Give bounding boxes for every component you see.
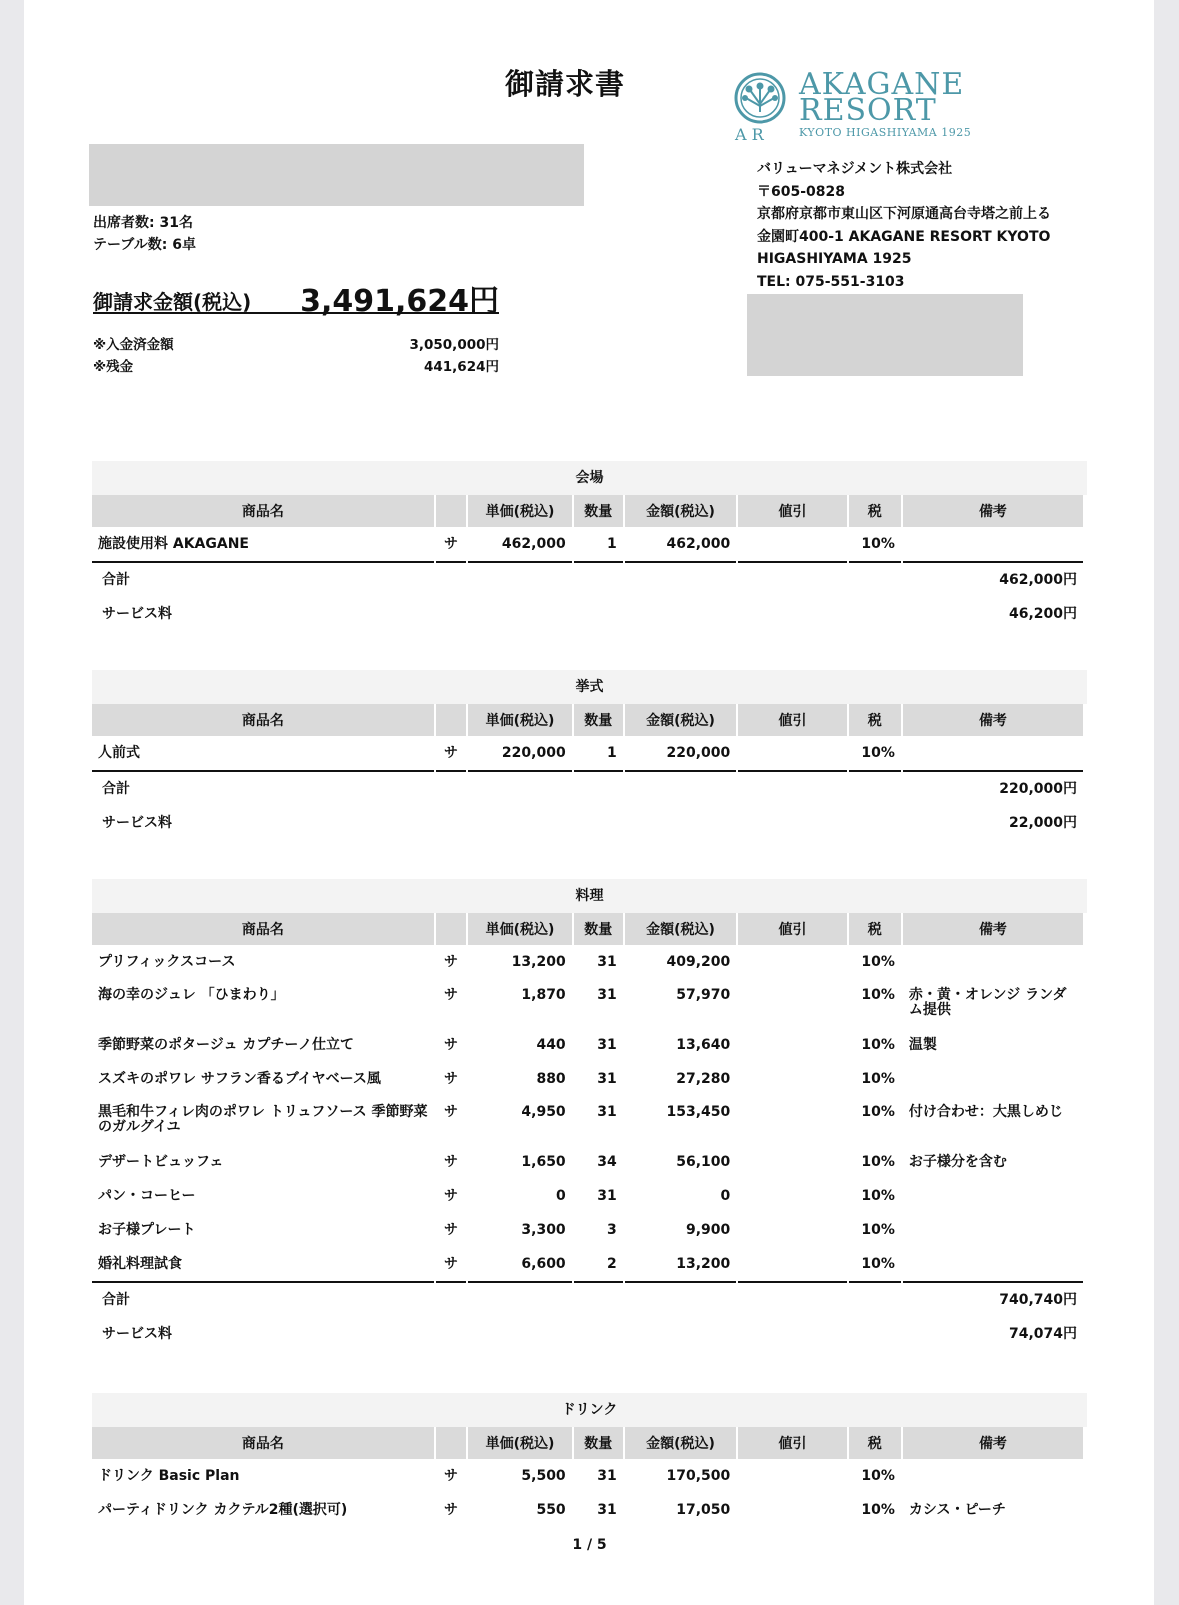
cell-qty: 31 xyxy=(597,987,617,1003)
service-charge-value: 46,200円 xyxy=(1008,606,1077,622)
cell-amount: 462,000 xyxy=(625,527,737,563)
billing-total-label: 御請求金額(税込) xyxy=(93,290,252,314)
cell-note: カシス・ピーチ xyxy=(908,1502,1006,1518)
column-header-note: 備考 xyxy=(903,495,1083,527)
company-address-1: 京都府京都市東山区下河原通高台寺塔之前上る xyxy=(757,206,1051,223)
cell-name: スズキのポワレ サフラン香るブイヤベース風 xyxy=(98,1071,381,1087)
column-header-mark xyxy=(436,1427,467,1459)
cell-name: パーティドリンク カクテル2種(選択可) xyxy=(98,1502,348,1518)
cell-name: パン・コーヒー xyxy=(98,1188,196,1204)
cell-discount xyxy=(738,1145,846,1179)
column-header-note: 備考 xyxy=(903,913,1083,945)
logo-text-akagane: AKAGANE xyxy=(799,67,965,102)
column-header-amount: 金額(税込) xyxy=(625,913,737,945)
paid-value: 3,050,000円 xyxy=(409,337,499,353)
column-header-amount: 金額(税込) xyxy=(625,495,737,527)
cell-name: プリフィックスコース xyxy=(98,954,236,970)
cell-mark: サ xyxy=(444,1037,459,1053)
items-table xyxy=(90,704,1085,772)
column-header-tax: 税 xyxy=(849,704,901,736)
cell-tax: 10% xyxy=(861,1071,895,1087)
table-row xyxy=(92,1213,1083,1247)
cell-mark: サ xyxy=(444,1502,459,1518)
cell-tax: 10% xyxy=(861,987,895,1003)
column-header-discount: 値引 xyxy=(738,1427,846,1459)
column-header-discount: 値引 xyxy=(738,495,846,527)
cell-unit: 462,000 xyxy=(468,527,571,563)
table-row xyxy=(92,1096,1083,1145)
cell-name: 黒毛和牛フィレ肉のポワレ トリュフソース 季節野菜のガルグイユ xyxy=(98,1104,428,1135)
column-header-mark xyxy=(436,495,467,527)
cell-amount: 13,640 xyxy=(676,1037,731,1053)
payment-summary xyxy=(93,334,499,378)
logo-text-location: KYOTO HIGASHIYAMA 1925 xyxy=(799,126,972,139)
table-row xyxy=(92,736,1083,772)
cell-unit: 13,200 xyxy=(511,954,566,970)
section-title: 料理 xyxy=(92,879,1087,913)
service-charge-value: 74,074円 xyxy=(1008,1326,1077,1342)
cell-tax: 10% xyxy=(861,1037,895,1053)
column-header-amount: 金額(税込) xyxy=(625,704,737,736)
subtotal-value: 462,000円 xyxy=(999,572,1077,588)
cell-note xyxy=(903,1247,1083,1283)
column-header-qty: 数量 xyxy=(574,495,623,527)
cell-name: 施設使用料 AKAGANE xyxy=(92,527,434,563)
column-header-unit_price: 単価(税込) xyxy=(468,495,571,527)
column-header-name: 商品名 xyxy=(92,913,434,945)
cell-mark: サ xyxy=(444,1154,459,1170)
subtotal-row xyxy=(92,563,1087,597)
cell-qty: 31 xyxy=(597,1502,617,1518)
cell-unit: 880 xyxy=(536,1071,566,1087)
logo-emblem-icon xyxy=(733,68,795,144)
company-address-2: 金園町400-1 AKAGANE RESORT KYOTO xyxy=(757,228,1051,245)
cell-amount: 409,200 xyxy=(666,954,731,970)
cell-tax: 10% xyxy=(849,736,901,772)
document-title: 御請求書 xyxy=(505,67,626,101)
cell-discount xyxy=(738,1247,846,1283)
cell-tax: 10% xyxy=(861,1188,895,1204)
cell-name: 人前式 xyxy=(92,736,434,772)
subtotal-label: 合計 xyxy=(102,572,130,588)
redacted-stamp-area xyxy=(747,294,1023,376)
cell-note xyxy=(903,945,1083,979)
cell-tax: 10% xyxy=(861,1154,895,1170)
cell-name: デザートビュッフェ xyxy=(98,1154,224,1170)
service-charge-value: 22,000円 xyxy=(1008,815,1077,831)
cell-tax: 10% xyxy=(861,954,895,970)
cell-amount: 56,100 xyxy=(676,1154,731,1170)
balance-value: 441,624円 xyxy=(424,359,499,375)
section-1 xyxy=(92,670,1087,840)
cell-mark: サ xyxy=(444,1468,459,1484)
balance-label: ※残金 xyxy=(93,359,134,375)
items-table xyxy=(90,495,1085,563)
billing-total-row xyxy=(93,276,499,319)
cell-qty: 1 xyxy=(574,736,623,772)
column-header-tax: 税 xyxy=(849,1427,901,1459)
cell-note xyxy=(903,1179,1083,1213)
cell-tax: 10% xyxy=(849,1247,901,1283)
cell-amount: 0 xyxy=(720,1188,731,1204)
cell-amount: 220,000 xyxy=(625,736,737,772)
column-header-name: 商品名 xyxy=(92,1427,434,1459)
cell-tax: 10% xyxy=(861,1468,895,1484)
table-row xyxy=(92,1459,1083,1493)
cell-amount: 170,500 xyxy=(666,1468,731,1484)
cell-amount: 57,970 xyxy=(676,987,731,1003)
column-header-name: 商品名 xyxy=(92,704,434,736)
cell-qty: 2 xyxy=(574,1247,623,1283)
cell-mark: サ xyxy=(444,954,459,970)
redacted-recipient xyxy=(89,144,584,206)
cell-unit: 6,600 xyxy=(468,1247,571,1283)
cell-discount xyxy=(738,979,846,1028)
cell-note xyxy=(903,1213,1083,1247)
cell-note xyxy=(903,527,1083,563)
table-count: テーブル数: 6卓 xyxy=(93,237,196,253)
cell-amount: 153,450 xyxy=(666,1104,731,1120)
cell-mark: サ xyxy=(436,1247,467,1283)
cell-qty: 31 xyxy=(597,1071,617,1087)
column-header-unit_price: 単価(税込) xyxy=(468,1427,571,1459)
cell-note: 赤・黄・オレンジ ランダム提供 xyxy=(908,987,1067,1018)
cell-note xyxy=(903,736,1083,772)
cell-unit: 0 xyxy=(555,1188,566,1204)
cell-discount xyxy=(738,1028,846,1062)
service-charge-row xyxy=(92,1317,1087,1351)
column-header-unit_price: 単価(税込) xyxy=(468,704,571,736)
cell-unit: 220,000 xyxy=(468,736,571,772)
section-0 xyxy=(92,461,1087,631)
company-tel: TEL: 075-551-3103 xyxy=(757,273,905,290)
column-header-unit_price: 単価(税込) xyxy=(468,913,571,945)
cell-unit: 3,300 xyxy=(521,1222,566,1238)
table-row xyxy=(92,1028,1083,1062)
attendee-count: 出席者数: 31名 xyxy=(93,215,193,231)
section-title: 挙式 xyxy=(92,670,1087,704)
table-row xyxy=(92,1247,1083,1283)
cell-name: ドリンク Basic Plan xyxy=(98,1468,240,1484)
cell-qty: 31 xyxy=(597,1104,617,1120)
cell-discount xyxy=(738,945,846,979)
column-header-amount: 金額(税込) xyxy=(625,1427,737,1459)
column-header-tax: 税 xyxy=(849,913,901,945)
cell-unit: 1,650 xyxy=(521,1154,566,1170)
items-table xyxy=(90,1427,1085,1527)
cell-mark: サ xyxy=(436,736,467,772)
table-row xyxy=(92,1062,1083,1096)
cell-tax: 10% xyxy=(861,1104,895,1120)
cell-discount xyxy=(738,1459,846,1493)
cell-name: 海の幸のジュレ 「ひまわり」 xyxy=(98,987,285,1003)
subtotal-label: 合計 xyxy=(102,1292,130,1308)
cell-unit: 5,500 xyxy=(521,1468,566,1484)
cell-unit: 4,950 xyxy=(521,1104,566,1120)
svg-text:A R: A R xyxy=(735,125,764,144)
cell-note: お子様分を含む xyxy=(908,1154,1007,1170)
table-row xyxy=(92,945,1083,979)
guest-info xyxy=(93,212,196,256)
cell-amount: 17,050 xyxy=(676,1502,731,1518)
cell-unit: 1,870 xyxy=(521,987,566,1003)
cell-mark: サ xyxy=(444,987,459,1003)
column-header-name: 商品名 xyxy=(92,495,434,527)
service-charge-row xyxy=(92,806,1087,840)
table-row xyxy=(92,527,1083,563)
service-charge-label: サービス料 xyxy=(102,606,172,622)
service-charge-label: サービス料 xyxy=(102,815,172,831)
cell-qty: 31 xyxy=(597,1188,617,1204)
column-header-tax: 税 xyxy=(849,495,901,527)
column-header-mark xyxy=(436,913,467,945)
company-address-3: HIGASHIYAMA 1925 xyxy=(757,251,912,268)
column-header-qty: 数量 xyxy=(574,913,623,945)
column-header-mark xyxy=(436,704,467,736)
cell-tax: 10% xyxy=(861,1222,895,1238)
column-header-discount: 値引 xyxy=(738,913,846,945)
cell-amount: 27,280 xyxy=(676,1071,731,1087)
cell-name: 婚礼料理試食 xyxy=(92,1247,434,1283)
cell-qty: 31 xyxy=(597,1468,617,1484)
subtotal-value: 740,740円 xyxy=(999,1292,1077,1308)
cell-note: 付け合わせ：大黒しめじ xyxy=(908,1104,1063,1120)
cell-discount xyxy=(738,1213,846,1247)
cell-qty: 34 xyxy=(597,1154,617,1170)
company-info xyxy=(757,158,1051,294)
column-header-note: 備考 xyxy=(903,1427,1083,1459)
company-postal: 〒605-0828 xyxy=(757,183,845,200)
subtotal-row xyxy=(92,772,1087,806)
company-name: バリューマネジメント株式会社 xyxy=(757,161,953,177)
cell-note xyxy=(903,1459,1083,1493)
cell-amount: 9,900 xyxy=(685,1222,731,1238)
cell-amount: 13,200 xyxy=(625,1247,737,1283)
cell-discount xyxy=(738,527,846,563)
billing-total-value: 3,491,624円 xyxy=(300,284,499,319)
table-row xyxy=(92,1145,1083,1179)
page-number: 1 / 5 xyxy=(572,1537,607,1553)
service-charge-row xyxy=(92,597,1087,631)
subtotal-row xyxy=(92,1283,1087,1317)
cell-qty: 31 xyxy=(597,1037,617,1053)
cell-note: 温製 xyxy=(908,1037,937,1053)
service-charge-label: サービス料 xyxy=(102,1326,172,1342)
cell-discount xyxy=(738,1096,846,1145)
cell-unit: 440 xyxy=(536,1037,566,1053)
subtotal-label: 合計 xyxy=(102,781,130,797)
column-header-note: 備考 xyxy=(903,704,1083,736)
cell-mark: サ xyxy=(444,1188,459,1204)
section-2 xyxy=(92,879,1087,1351)
cell-mark: サ xyxy=(444,1071,459,1087)
table-row xyxy=(92,1179,1083,1213)
subtotal-value: 220,000円 xyxy=(999,781,1077,797)
table-row xyxy=(92,1493,1083,1527)
cell-mark: サ xyxy=(444,1104,459,1120)
section-3 xyxy=(92,1393,1087,1527)
cell-tax: 10% xyxy=(849,527,901,563)
cell-discount xyxy=(738,736,846,772)
paid-label: ※入金済金額 xyxy=(93,337,174,353)
cell-note xyxy=(903,1062,1083,1096)
cell-discount xyxy=(738,1493,846,1527)
column-header-discount: 値引 xyxy=(738,704,846,736)
table-row xyxy=(92,979,1083,1028)
akagane-logo xyxy=(733,68,973,144)
cell-discount xyxy=(738,1179,846,1213)
section-title: 会場 xyxy=(92,461,1087,495)
column-header-qty: 数量 xyxy=(574,1427,623,1459)
cell-discount xyxy=(738,1062,846,1096)
cell-unit: 550 xyxy=(536,1502,566,1518)
items-table xyxy=(90,913,1085,1283)
cell-tax: 10% xyxy=(861,1502,895,1518)
logo-text-resort: RESORT xyxy=(799,93,937,128)
cell-mark: サ xyxy=(436,527,467,563)
cell-name: 季節野菜のポタージュ カプチーノ仕立て xyxy=(98,1037,355,1053)
cell-name: お子様プレート xyxy=(98,1222,196,1238)
column-header-qty: 数量 xyxy=(574,704,623,736)
section-title: ドリンク xyxy=(92,1393,1087,1427)
cell-qty: 31 xyxy=(597,954,617,970)
cell-mark: サ xyxy=(444,1222,459,1238)
cell-qty: 1 xyxy=(574,527,623,563)
cell-qty: 3 xyxy=(607,1222,617,1238)
